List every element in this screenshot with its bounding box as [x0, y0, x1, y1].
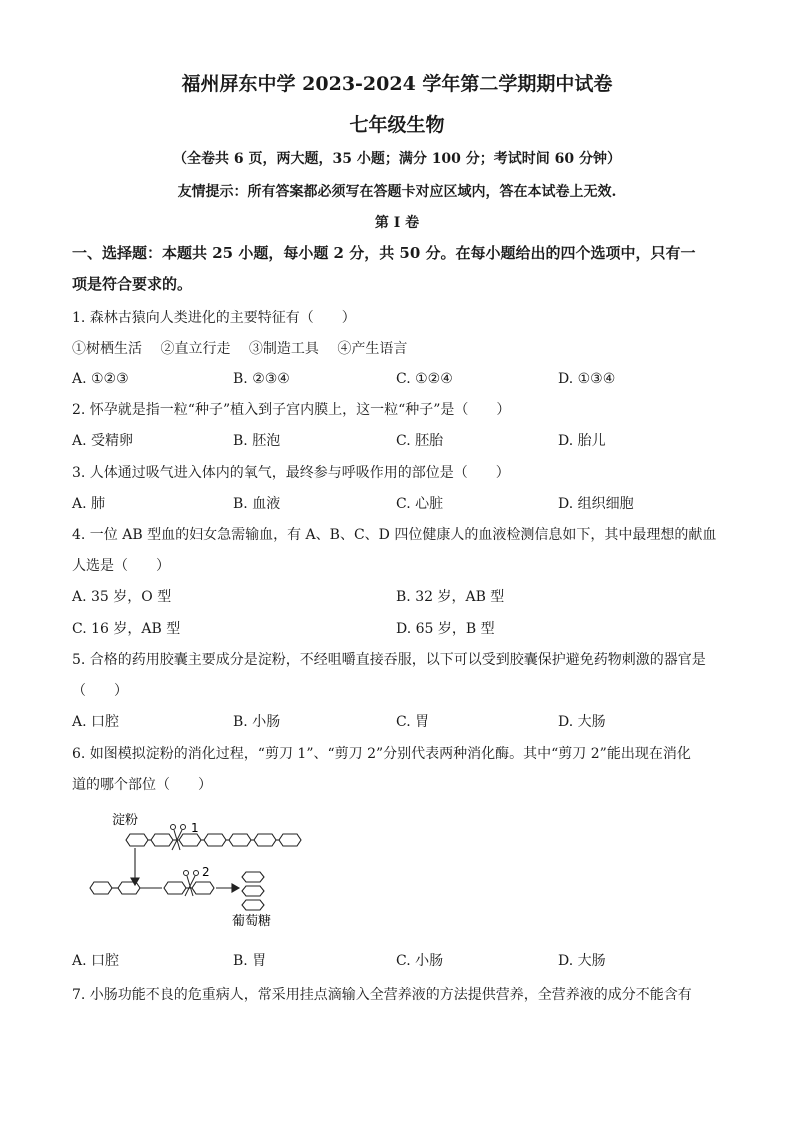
- starch-digestion-diagram: [84, 808, 324, 938]
- right-arrow-icon: [216, 884, 239, 892]
- question-1-option-c: C. ①②④: [396, 371, 453, 387]
- question-4-stem-line2: 人选是（ ）: [72, 558, 170, 574]
- question-3-option-d: D. 组织细胞: [558, 496, 634, 512]
- question-1-option-b: B. ②③④: [233, 371, 290, 387]
- question-5-option-c: C. 胃: [396, 714, 430, 730]
- scissor-2-number: 2: [202, 865, 210, 879]
- question-4-stem-line1: 4. 一位 AB 型血的妇女急需输血，有 A、B、C、D 四位健康人的血液检测信息如下，其中最理想的献血: [72, 527, 717, 543]
- question-3-stem: 3. 人体通过吸气进入体内的氧气，最终参与呼吸作用的部位是（ ）: [72, 465, 510, 481]
- question-3-option-b: B. 血液: [233, 496, 281, 512]
- question-2-option-a: A. 受精卵: [72, 433, 134, 449]
- question-5-option-a: A. 口腔: [72, 714, 120, 730]
- question-6-stem-line1: 6. 如图模拟淀粉的消化过程，“剪刀 1”、“剪刀 2”分别代表两种消化酶。其中“剪刀 2”能出现在消化: [72, 746, 691, 762]
- question-2-option-d: D. 胎儿: [558, 433, 606, 449]
- exam-tip: 友情提示：所有答案都必须写在答题卡对应区域内，答在本试卷上无效.: [177, 184, 617, 200]
- question-6-option-b: B. 胃: [233, 953, 267, 969]
- question-4-option-a: A. 35 岁，O 型: [72, 589, 172, 605]
- question-5-stem-line1: 5. 合格的药用胶囊主要成分是淀粉，不经咀嚼直接吞服，以下可以受到胶囊保护避免药物刺激的器官是: [72, 652, 706, 668]
- scissor-1-number: 1: [191, 821, 199, 835]
- question-1-stem: 1. 森林古猿向人类进化的主要特征有（ ）: [72, 310, 356, 326]
- question-7-stem: 7. 小肠功能不良的危重病人，常采用挂点滴输入全营养液的方法提供营养，全营养液的成分不能含有: [72, 987, 692, 1003]
- question-6-stem-line2: 道的哪个部位（ ）: [72, 777, 212, 793]
- question-2-option-b: B. 胚泡: [233, 433, 281, 449]
- question-5-stem-line2: （ ）: [72, 683, 128, 699]
- glucose-label: 葡萄糖: [232, 914, 272, 929]
- question-1-option-d: D. ①③④: [558, 371, 616, 387]
- question-1-statements: ①树栖生活 ②直立行走 ③制造工具 ④产生语言: [72, 341, 408, 357]
- question-2-stem: 2. 怀孕就是指一粒“种子”植入到子宫内膜上，这一粒“种子”是（ ）: [72, 402, 511, 418]
- question-6-option-a: A. 口腔: [72, 953, 120, 969]
- maltose-chain: [90, 882, 214, 894]
- down-arrow-icon: [131, 848, 139, 885]
- volume-label: 第 I 卷: [374, 215, 420, 231]
- exam-subtitle: 七年级生物: [349, 114, 445, 136]
- question-6-option-d: D. 大肠: [558, 953, 606, 969]
- question-3-option-c: C. 心脏: [396, 496, 444, 512]
- section-heading-line1: 一、选择题：本题共 25 小题，每小题 2 分，共 50 分。在每小题给出的四个选项中，只有一: [72, 244, 696, 262]
- glucose-molecules: [242, 872, 264, 910]
- question-5-option-d: D. 大肠: [558, 714, 606, 730]
- question-2-option-c: C. 胚胎: [396, 433, 444, 449]
- question-4-option-d: D. 65 岁，B 型: [396, 621, 495, 637]
- starch-chain: [126, 834, 301, 846]
- question-4-option-b: B. 32 岁，AB 型: [396, 589, 505, 605]
- exam-title: 福州屏东中学 2023-2024 学年第二学期期中试卷: [181, 73, 613, 95]
- starch-label: 淀粉: [112, 813, 139, 828]
- question-1-option-a: A. ①②③: [72, 371, 129, 387]
- question-5-option-b: B. 小肠: [233, 714, 281, 730]
- question-4-option-c: C. 16 岁，AB 型: [72, 621, 181, 637]
- section-heading-line2: 项是符合要求的。: [72, 275, 193, 293]
- question-6-option-c: C. 小肠: [396, 953, 444, 969]
- exam-info: （全卷共 6 页，两大题，35 小题；满分 100 分；考试时间 60 分钟）: [172, 151, 622, 167]
- scissor-2-icon: [184, 871, 199, 897]
- question-3-option-a: A. 肺: [72, 496, 106, 512]
